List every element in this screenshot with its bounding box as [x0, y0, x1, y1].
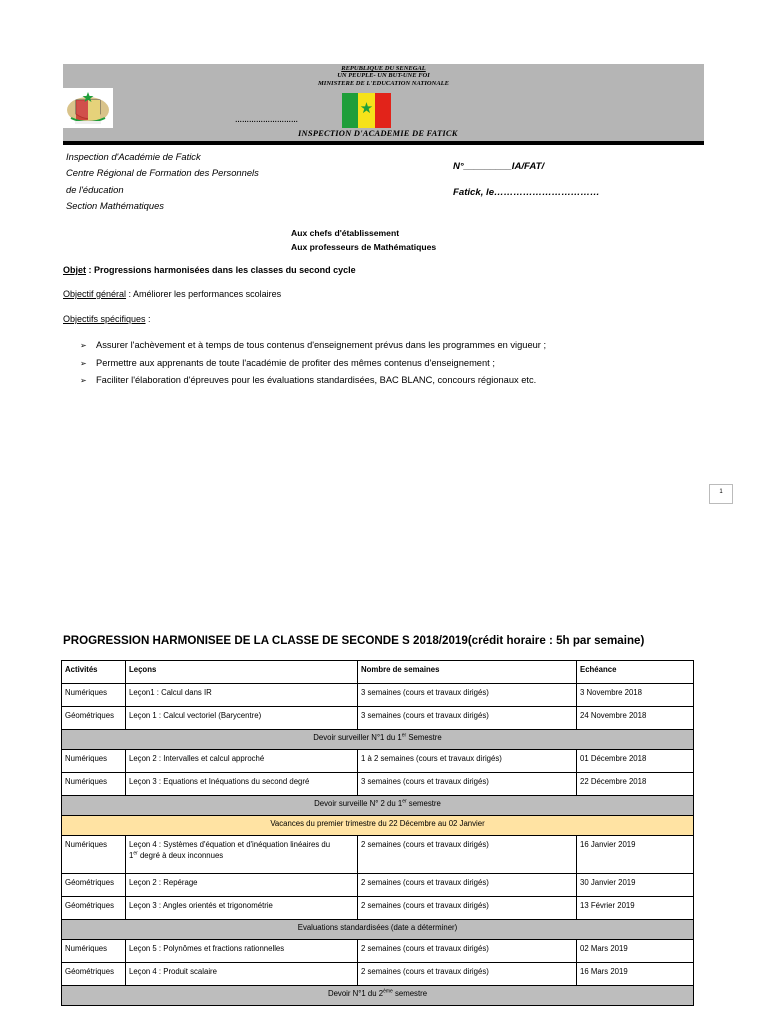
list-item: ➢ Permettre aux apprenants de toute l'académie de profiter des mêmes contenus d'enseignement ;: [80, 355, 546, 373]
table-cell: Leçon 4 : Systèmes d'équation et d'inéquation linéaires du 1er degré à deux inconnues: [126, 836, 358, 874]
table-row: [62, 684, 694, 707]
table-cell: 1 à 2 semaines (cours et travaux dirigés): [358, 750, 577, 773]
table-cell: 22 Décembre 2018: [577, 773, 694, 796]
flag-star-icon: ★: [359, 100, 374, 117]
table-row: [62, 897, 694, 920]
table-cell: Leçon1 : Calcul dans IR: [126, 684, 358, 707]
table-cell: 01 Décembre 2018: [577, 750, 694, 773]
table-row: [62, 707, 694, 730]
band-vacances: Vacances du premier trimestre du 22 Décembre au 02 Janvier: [62, 816, 694, 836]
ministry-title: MINISTERE DE L'EDUCATION NATIONALE: [318, 80, 449, 87]
band-row: [62, 986, 694, 1006]
header-rule: [63, 141, 704, 145]
inspection-title: INSPECTION D'ACADEMIE DE FATICK: [298, 128, 458, 138]
table-cell: 2 semaines (cours et travaux dirigés): [358, 836, 577, 874]
table-cell: 13 Février 2019: [577, 897, 694, 920]
objet-text: : Progressions harmonisées dans les classes du second cycle: [86, 265, 356, 275]
table-cell: Numériques: [62, 773, 126, 796]
table-cell: Géométriques: [62, 963, 126, 986]
table-cell: Géométriques: [62, 874, 126, 897]
table-cell: 24 Novembre 2018: [577, 707, 694, 730]
flag-yellow-stripe: [358, 93, 374, 128]
table-row: [62, 836, 694, 874]
table-cell: 16 Mars 2019: [577, 963, 694, 986]
band-row: [62, 730, 694, 750]
band-row: [62, 796, 694, 816]
header-cell: Activités: [62, 661, 126, 684]
table-cell: 2 semaines (cours et travaux dirigés): [358, 897, 577, 920]
table-header-row: [62, 661, 694, 684]
objectif-general-line: [63, 289, 281, 299]
band-devoir-3: Devoir N°1 du 2ème semestre: [62, 986, 694, 1006]
objectives-list: [80, 337, 546, 390]
table-cell: 3 semaines (cours et travaux dirigés): [358, 684, 577, 707]
table-cell: 02 Mars 2019: [577, 940, 694, 963]
addressees: [291, 227, 436, 254]
band-evaluations: Evaluations standardisées (date a déterminer): [62, 920, 694, 940]
table-cell: 3 Novembre 2018: [577, 684, 694, 707]
objectifs-specifiques-label: Objectifs spécifiques: [63, 314, 146, 324]
objet-line: [63, 265, 356, 275]
table-row: [62, 963, 694, 986]
table-row: [62, 750, 694, 773]
objectifs-specifiques-line: [63, 314, 151, 324]
senegal-coat-of-arms-icon: [63, 88, 113, 128]
table-cell: Géométriques: [62, 707, 126, 730]
page-number-badge[interactable]: 1: [709, 484, 733, 504]
objet-label: Objet: [63, 265, 87, 275]
table-row: [62, 773, 694, 796]
table-cell: Leçon 4 : Produit scalaire: [126, 963, 358, 986]
sender-block: [66, 149, 259, 214]
table-cell: Numériques: [62, 684, 126, 707]
table-cell: 30 Janvier 2019: [577, 874, 694, 897]
table-cell: 3 semaines (cours et travaux dirigés): [358, 773, 577, 796]
band-row: [62, 816, 694, 836]
band-devoir-1: Devoir surveiller N°1 du 1er Semestre: [62, 730, 694, 750]
objectifs-specifiques-suffix: :: [145, 314, 151, 324]
sender-line: Inspection d'Académie de Fatick: [66, 151, 201, 162]
table-cell: 3 semaines (cours et travaux dirigés): [358, 707, 577, 730]
table-cell: Numériques: [62, 940, 126, 963]
table-cell: Leçon 2 : Repérage: [126, 874, 358, 897]
band-devoir-2: Devoir surveille N° 2 du 1er semestre: [62, 796, 694, 816]
objectif-general-label: Objectif général: [63, 289, 127, 299]
objectif-general-text: : Améliorer les performances scolaires: [126, 289, 282, 299]
list-item: ➢ Faciliter l'élaboration d'épreuves pour les évaluations standardisées, BAC BLANC, concours régionaux etc.: [80, 372, 546, 390]
table-row: [62, 940, 694, 963]
header-cell: Echéance: [577, 661, 694, 684]
table-cell: Leçon 2 : Intervalles et calcul approché: [126, 750, 358, 773]
sender-line: Centre Régional de Formation des Personnels: [66, 167, 259, 179]
arrow-bullet-icon: ➢: [80, 341, 87, 350]
table-cell: Leçon 3 : Angles orientés et trigonométrie: [126, 897, 358, 920]
band-row: [62, 920, 694, 940]
place-date: Fatick, le……………………………: [453, 187, 600, 198]
reference-number: N°_________IA/FAT/: [453, 161, 545, 172]
table-cell: Leçon 3 : Equations et Inéquations du second degré: [126, 773, 358, 796]
senegal-flag: [342, 93, 391, 128]
table-cell: 2 semaines (cours et travaux dirigés): [358, 940, 577, 963]
header-dots: ………………………: [235, 117, 298, 124]
flag-green-stripe: [342, 93, 358, 128]
national-motto: UN PEUPLE- UN BUT-UNE FOI: [337, 72, 430, 79]
republic-title: REPUBLIQUE DU SENEGAL: [341, 65, 426, 72]
table-cell: Géométriques: [62, 897, 126, 920]
arrow-bullet-icon: ➢: [80, 358, 87, 368]
addressee-line: Aux professeurs de Mathématiques: [291, 241, 437, 252]
table-cell: 2 semaines (cours et travaux dirigés): [358, 874, 577, 897]
table-cell: 16 Janvier 2019: [577, 836, 694, 874]
table-cell: Leçon 5 : Polynômes et fractions rationnelles: [126, 940, 358, 963]
sender-line: Section Mathématiques: [66, 199, 164, 211]
addressee-line: Aux chefs d'établissement: [291, 228, 400, 238]
table-title: PROGRESSION HARMONISEE DE LA CLASSE DE SECONDE S 2018/2019(crédit horaire : 5h par semaine): [63, 634, 645, 647]
list-item: ➢ Assurer l'achèvement et à temps de tous contenus d'enseignement prévus dans les programmes en vigueur ;: [80, 337, 546, 355]
table-cell: 2 semaines (cours et travaux dirigés): [358, 963, 577, 986]
table-cell: Numériques: [62, 836, 126, 874]
table-cell: Leçon 1 : Calcul vectoriel (Barycentre): [126, 707, 358, 730]
flag-red-stripe: [375, 93, 391, 128]
arrow-bullet-icon: ➢: [80, 376, 87, 385]
header-cell: Nombre de semaines: [358, 661, 577, 684]
sender-line: de l'éducation: [66, 183, 124, 195]
progression-table: [61, 660, 694, 1006]
table-cell: Numériques: [62, 750, 126, 773]
header-cell: Leçons: [126, 661, 358, 684]
table-row: [62, 874, 694, 897]
